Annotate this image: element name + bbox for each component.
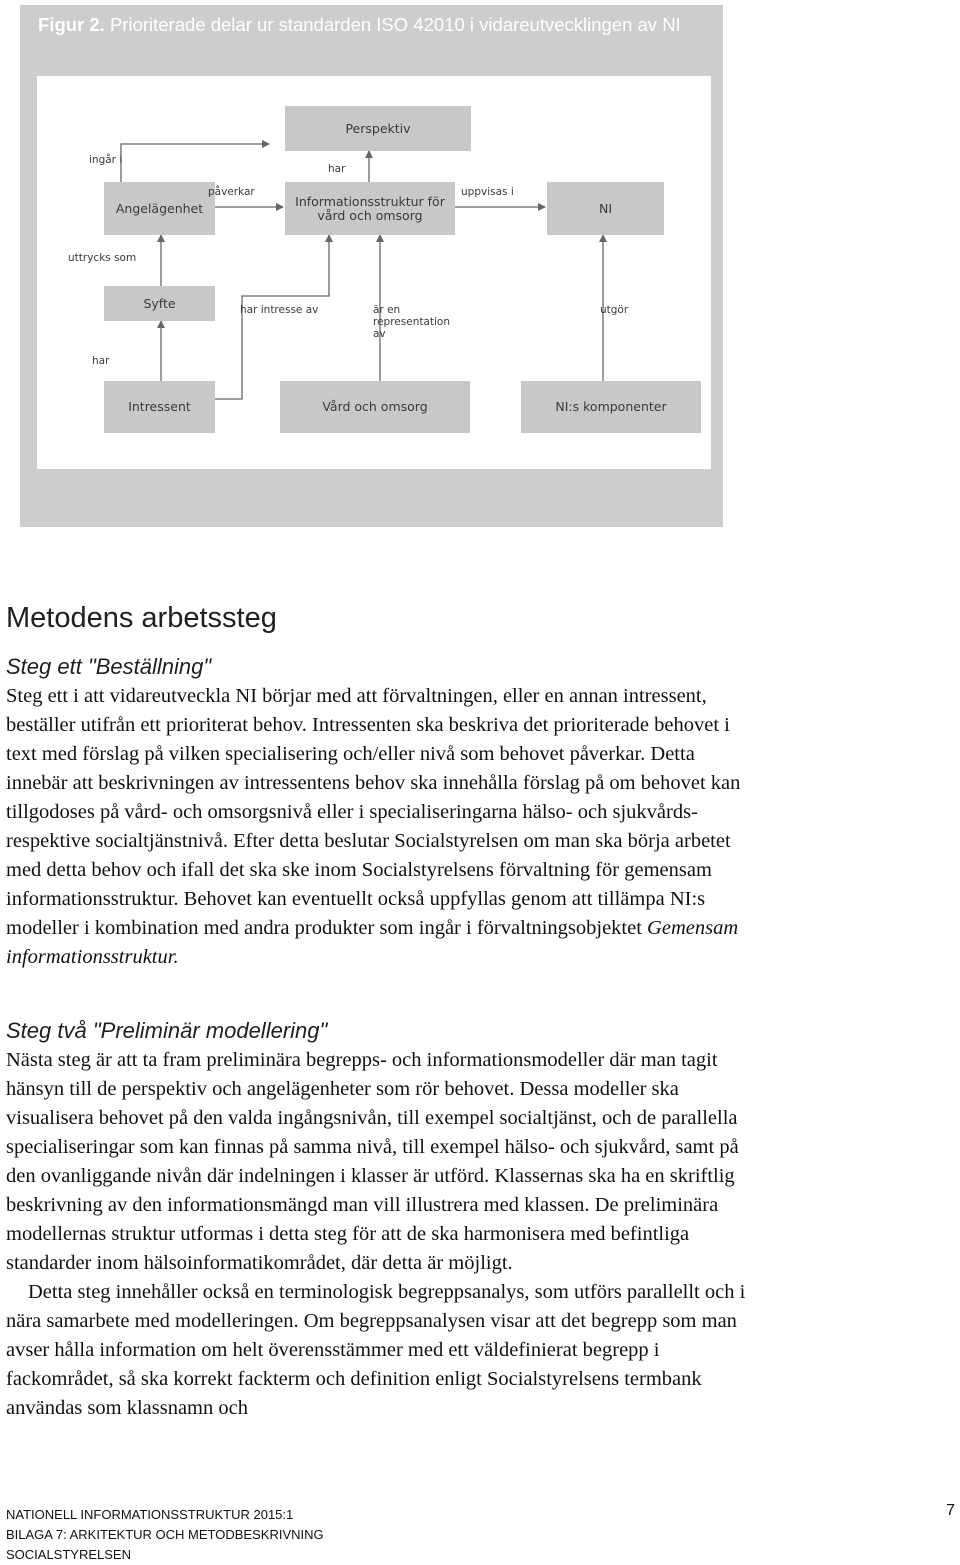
- node-informationsstruktur: Informationsstruktur för vård och omsorg: [285, 182, 455, 235]
- rel-har-bottom: har: [92, 355, 110, 367]
- section-title: Metodens arbetssteg: [6, 602, 277, 634]
- node-vard-och-omsorg: Vård och omsorg: [280, 381, 470, 433]
- step-two-paragraph-2: Detta steg innehåller också en terminologisk begreppsanalys, som utförs parallellt och i nära samarbete med modelleringen. Om begreppsanalysen visar att det begrepp som man avser hålla information om helt överensstämmer med ett väldefinierat begrepp i fackområdet, så ska korrekt fackterm och definition enligt Socialstyrelsens termbank användas som klassnamn och: [6, 1281, 746, 1419]
- step-one-title: Steg ett "Beställning": [6, 654, 212, 679]
- node-syfte: Syfte: [104, 286, 215, 321]
- arrow-ingar-i: [121, 144, 269, 182]
- rel-har-top: har: [328, 163, 346, 175]
- rel-uppvisas-i: uppvisas i: [461, 186, 514, 198]
- node-intressent: Intressent: [104, 381, 215, 433]
- page-footer: [6, 1505, 324, 1565]
- step-two-paragraph: Nästa steg är att ta fram preliminära begrepps- och informationsmodeller där man tagit hänsyn till de perspektiv och angelägenheter som rör behovet. Dessa modeller ska visualisera behovet på den valda ingångsnivån, till exempel socialtjänst, och de parallella specialiseringar som kan finnas på samma nivå, till exempel hälso- och sjukvård, samt på den ovanliggande nivån där indelningen i klasser är utförd. Klassernas ska ha en skriftlig beskrivning av den informationsmängd man vill illustrera med klassen. De preliminära modellernas struktur utformas i detta steg för att de ska harmonisera med befintliga standarder inom hälsoinformatikområdet, där detta är möjligt.: [6, 1049, 739, 1274]
- rel-har-intresse-av: har intresse av: [240, 304, 319, 316]
- step-one-italic-tail: Gemensam informationsstruktur.: [6, 917, 739, 968]
- figure-caption-text: Prioriterade delar ur standarden ISO 42010 i vidareutvecklingen av NI: [109, 14, 681, 35]
- node-ni-komponenter: NI:s komponenter: [521, 381, 701, 433]
- rel-ar-en-representation-av: är en representation av: [373, 304, 451, 340]
- step-one-text: Steg ett i att vidareutveckla NI börjar med att förvaltningen, eller en annan intressent, beställer utifrån ett prioriterat behov. Intressenten ska beskriva det prioriterade behovet i text med förslag på vilken specialisering och/eller nivå som behovet påverkar. Detta innebär att beskrivningen av intressentens behov ska innehålla förslag på om behovet kan tillgodoses på vård- och omsorgsnivå eller i specialiseringarna hälso- och sjukvårds- respektive socialtjänstnivå. Efter detta beslutar Socialstyrelsen om man ska börja arbetet med detta behov och ifall det ska ske inom Socialstyrelsens förvaltning för gemensam informationsstruktur. Behovet kan eventuellt också uppfyllas genom att tillämpa NI:s modeller i kombination med andra produkter som ingår i förvaltningsobjektet: [6, 685, 741, 939]
- arrow-har-intresse-av: [205, 235, 329, 399]
- figure-caption: [38, 13, 708, 37]
- step-two: [6, 1016, 761, 1423]
- footer-line-2: BILAGA 7: ARKITEKTUR OCH METODBESKRIVNING: [6, 1527, 324, 1542]
- rel-paverkar: påverkar: [208, 186, 255, 198]
- page-number: 7: [946, 1502, 955, 1519]
- step-one-paragraph: [6, 682, 761, 972]
- footer-line-1: NATIONELL INFORMATIONSSTRUKTUR 2015:1: [6, 1507, 294, 1522]
- rel-ingar-i: ingår i: [89, 154, 123, 166]
- figure-label: Figur 2.: [38, 14, 105, 35]
- node-perspektiv: Perspektiv: [285, 106, 471, 151]
- figure: [20, 5, 723, 527]
- iso-42010-diagram: [37, 76, 711, 469]
- footer-line-3: SOCIALSTYRELSEN: [6, 1547, 131, 1562]
- node-angelagenhet: Angelägenhet: [104, 182, 215, 235]
- node-ni: NI: [547, 182, 664, 235]
- step-one: [6, 652, 761, 972]
- rel-utgor: utgör: [600, 304, 629, 316]
- step-two-title: Steg två "Preliminär modellering": [6, 1018, 328, 1043]
- rel-uttrycks-som: uttrycks som: [68, 252, 137, 264]
